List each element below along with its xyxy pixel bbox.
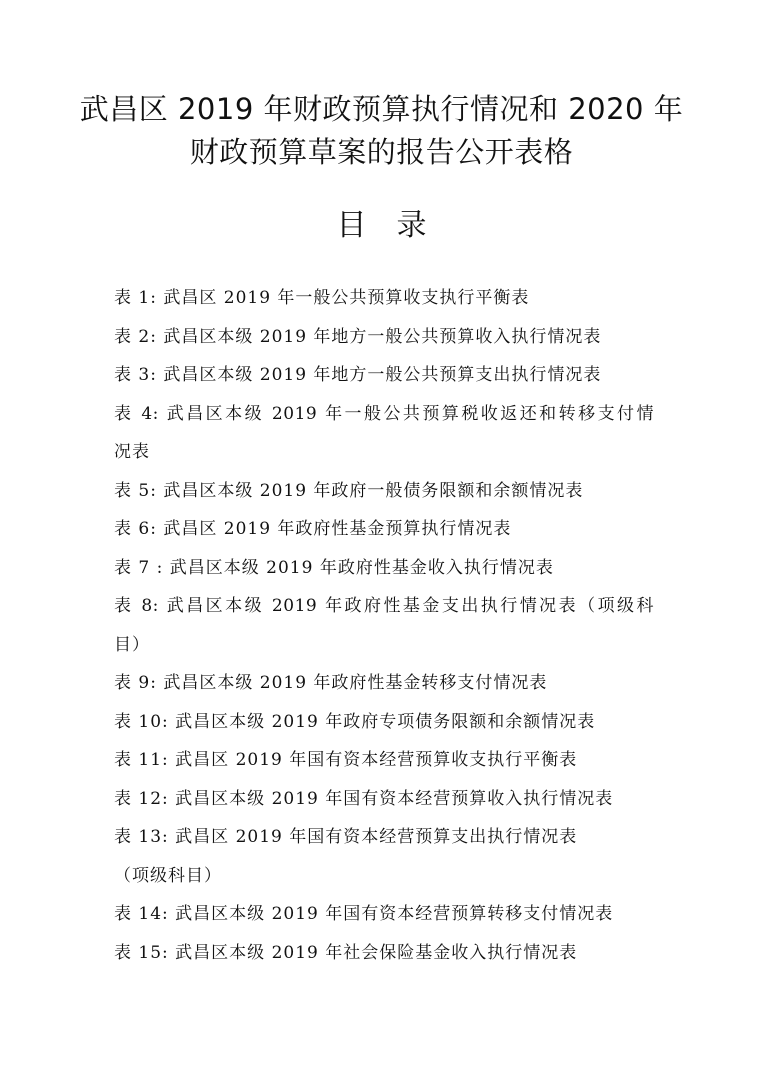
toc-item-10: 表 10: 武昌区本级 2019 年政府专项债务限额和余额情况表 <box>114 711 596 732</box>
toc-item-4-continued: 况表 <box>114 442 150 462</box>
toc-item-9: 表 9: 武昌区本级 2019 年政府性基金转移支付情况表 <box>114 673 548 693</box>
toc-item-2: 表 2: 武昌区本级 2019 年地方一般公共预算收入执行情况表 <box>114 326 602 347</box>
toc-item-11: 表 11: 武昌区 2019 年国有资本经营预算收支执行平衡表 <box>114 750 578 770</box>
toc-item-12: 表 12: 武昌区本级 2019 年国有资本经营预算收入执行情况表 <box>114 788 614 809</box>
toc-item-13-continued: （项级科目） <box>114 865 222 886</box>
table-of-contents <box>114 290 654 983</box>
document-title-line-2: 财政预算草案的报告公开表格 <box>189 135 574 169</box>
toc-heading: 目录 <box>336 208 457 243</box>
document-title-line-1: 武昌区 2019 年财政预算执行情况和 2020 年 <box>79 92 684 126</box>
toc-item-15: 表 15: 武昌区本级 2019 年社会保险基金收入执行情况表 <box>114 942 578 963</box>
toc-item-13: 表 13: 武昌区 2019 年国有资本经营预算支出执行情况表 <box>114 827 578 847</box>
toc-item-4: 表 4: 武昌区本级 2019 年一般公共预算税收返还和转移支付情 <box>114 403 654 424</box>
toc-item-7: 表 7 : 武昌区本级 2019 年政府性基金收入执行情况表 <box>114 557 554 578</box>
toc-item-14: 表 14: 武昌区本级 2019 年国有资本经营预算转移支付情况表 <box>114 904 614 924</box>
toc-item-3: 表 3: 武昌区本级 2019 年地方一般公共预算支出执行情况表 <box>114 365 602 385</box>
toc-item-8-continued: 目） <box>114 634 150 655</box>
toc-item-1: 表 1: 武昌区 2019 年一般公共预算收支执行平衡表 <box>114 288 530 308</box>
toc-item-8: 表 8: 武昌区本级 2019 年政府性基金支出执行情况表（项级科 <box>114 596 654 616</box>
toc-item-6: 表 6: 武昌区 2019 年政府性基金预算执行情况表 <box>114 519 512 539</box>
toc-item-5: 表 5: 武昌区本级 2019 年政府一般债务限额和余额情况表 <box>114 480 584 501</box>
